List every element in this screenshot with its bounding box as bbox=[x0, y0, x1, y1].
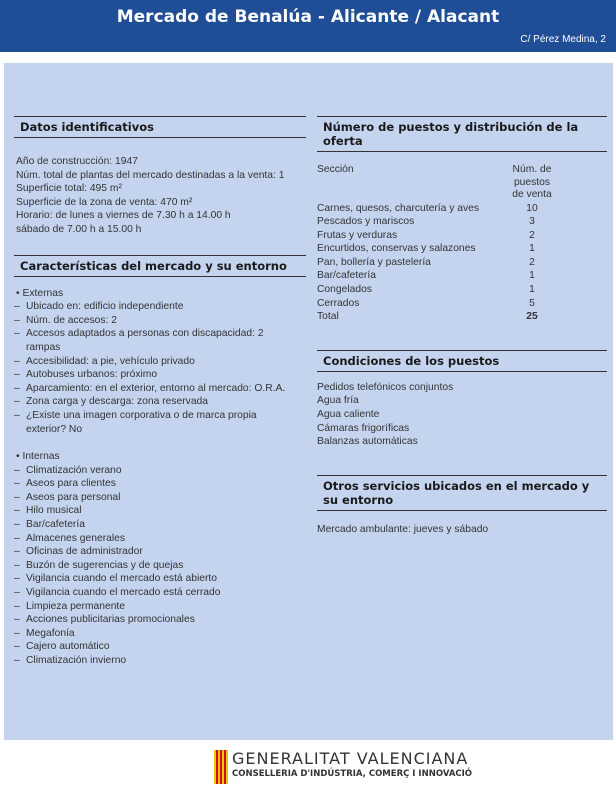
generalitat-logo-icon bbox=[214, 750, 228, 784]
table-row bbox=[317, 269, 567, 283]
datos-line: Horario: de lunes a viernes de 7.30 h a 14.00 h bbox=[16, 210, 231, 222]
list-item: – Zona carga y descarga: zona reservada bbox=[14, 395, 306, 409]
list-item: – Buzón de sugerencias y de quejas bbox=[14, 559, 306, 573]
row-num: 3 bbox=[529, 216, 535, 228]
list-item: – Vigilancia cuando el mercado está cerrado bbox=[14, 586, 306, 600]
list-item: Cámaras frigoríficas bbox=[317, 422, 410, 434]
table-row bbox=[317, 215, 567, 229]
row-num: 2 bbox=[529, 256, 535, 268]
column-header-num-line1: Núm. de puestos bbox=[512, 164, 552, 188]
datos-line: Año de construcción: 1947 bbox=[16, 156, 138, 167]
row-num: 1 bbox=[529, 243, 535, 255]
list-item: – Aseos para clientes bbox=[14, 477, 306, 491]
datos-line: Superficie total: 495 m² bbox=[16, 183, 122, 195]
list-item: – Aparcamiento: en el exterior, entorno al mercado: O.R.A. bbox=[14, 382, 306, 396]
list-item: – Vigilancia cuando el mercado está abierto bbox=[14, 572, 306, 586]
row-num: 2 bbox=[529, 229, 535, 241]
table-row bbox=[317, 256, 567, 270]
list-item: Agua caliente bbox=[317, 409, 380, 421]
section-heading-caracteristicas: Características del mercado y su entorno bbox=[14, 255, 306, 277]
list-item: – Hilo musical bbox=[14, 504, 306, 518]
row-seccion: Pescados y mariscos bbox=[317, 216, 415, 228]
datos-line: Superficie de la zona de venta: 470 m² bbox=[16, 196, 193, 208]
row-seccion: Cerrados bbox=[317, 297, 360, 309]
column-header-num-line2: de venta bbox=[512, 189, 552, 200]
list-item: – Accesibilidad: a pie, vehículo privado bbox=[14, 355, 306, 369]
internas-title: • Internas bbox=[16, 451, 60, 463]
section-heading-datos: Datos identificativos bbox=[14, 116, 306, 138]
dept-name: CONSELLERIA D'INDÚSTRIA, COMERÇ I INNOVACIÓ bbox=[232, 769, 473, 779]
list-item: Balanzas automáticas bbox=[317, 436, 418, 448]
header-bar bbox=[0, 0, 616, 52]
list-item: – Autobuses urbanos: próximo bbox=[14, 368, 306, 382]
right-column bbox=[317, 116, 607, 536]
table-row bbox=[317, 202, 567, 216]
otros-heading-line1: Otros servicios ubicados en el mercado y bbox=[323, 478, 590, 493]
row-seccion: Congelados bbox=[317, 284, 372, 296]
list-item: – Accesos adaptados a personas con discapacidad: 2 rampas bbox=[14, 327, 296, 354]
list-item: – Ubicado en: edificio independiente bbox=[14, 300, 306, 314]
table-row bbox=[317, 283, 567, 297]
total-row bbox=[317, 310, 567, 324]
row-num: 10 bbox=[526, 202, 538, 214]
row-num: 1 bbox=[529, 270, 535, 282]
list-item: – Almacenes generales bbox=[14, 532, 306, 546]
table-row bbox=[317, 297, 567, 311]
table-row bbox=[317, 229, 567, 243]
row-num: 1 bbox=[529, 284, 535, 296]
otros-heading-line2: su entorno bbox=[323, 492, 394, 507]
list-item: – Núm. de accesos: 2 bbox=[14, 314, 306, 328]
otros-text: Mercado ambulante: jueves y sábado bbox=[317, 523, 489, 535]
externas-title: • Externas bbox=[16, 287, 64, 299]
puestos-table bbox=[317, 164, 567, 324]
content-panel bbox=[4, 63, 613, 740]
row-seccion: Bar/cafetería bbox=[317, 270, 376, 282]
list-item: – Cajero automático bbox=[14, 640, 306, 654]
org-name: GENERALITAT VALENCIANA bbox=[232, 749, 469, 768]
list-item: Pedidos telefónicos conjuntos bbox=[317, 381, 454, 393]
list-item: – Oficinas de administrador bbox=[14, 545, 306, 559]
section-heading-otros bbox=[317, 475, 607, 511]
row-seccion: Carnes, quesos, charcutería y aves bbox=[317, 202, 479, 214]
row-seccion: Pan, bollería y pastelería bbox=[317, 256, 431, 268]
datos-line: sábado de 7.00 h a 15.00 h bbox=[16, 223, 142, 235]
page-title: Mercado de Benalúa - Alicante / Alacant bbox=[116, 7, 500, 27]
total-value: 25 bbox=[526, 311, 538, 323]
column-header-num bbox=[497, 164, 567, 202]
total-label: Total bbox=[317, 311, 339, 323]
section-heading-puestos: Número de puestos y distribución de la oferta bbox=[317, 116, 607, 152]
left-column bbox=[14, 116, 306, 668]
address: C/ Pérez Medina, 2 bbox=[520, 34, 606, 45]
list-item: – Bar/cafetería bbox=[14, 518, 306, 532]
datos-line: Núm. total de plantas del mercado destinadas a la venta: 1 bbox=[16, 169, 285, 181]
list-item: – Megafonía bbox=[14, 627, 306, 641]
list-item: Agua fría bbox=[317, 395, 359, 407]
footer bbox=[0, 745, 616, 800]
list-item: – Climatización invierno bbox=[14, 654, 306, 668]
row-seccion: Encurtidos, conservas y salazones bbox=[317, 243, 476, 255]
table-row bbox=[317, 242, 567, 256]
list-item: – Acciones publicitarias promocionales bbox=[14, 613, 306, 627]
row-num: 5 bbox=[529, 297, 535, 309]
list-item: – Aseos para personal bbox=[14, 491, 306, 505]
column-header-seccion: Sección bbox=[317, 164, 354, 175]
list-item: – ¿Existe una imagen corporativa o de marca propia exterior? No bbox=[14, 409, 288, 436]
list-item: – Limpieza permanente bbox=[14, 600, 306, 614]
row-seccion: Frutas y verduras bbox=[317, 229, 398, 241]
section-heading-condiciones: Condiciones de los puestos bbox=[317, 350, 607, 372]
list-item: – Climatización verano bbox=[14, 464, 306, 478]
